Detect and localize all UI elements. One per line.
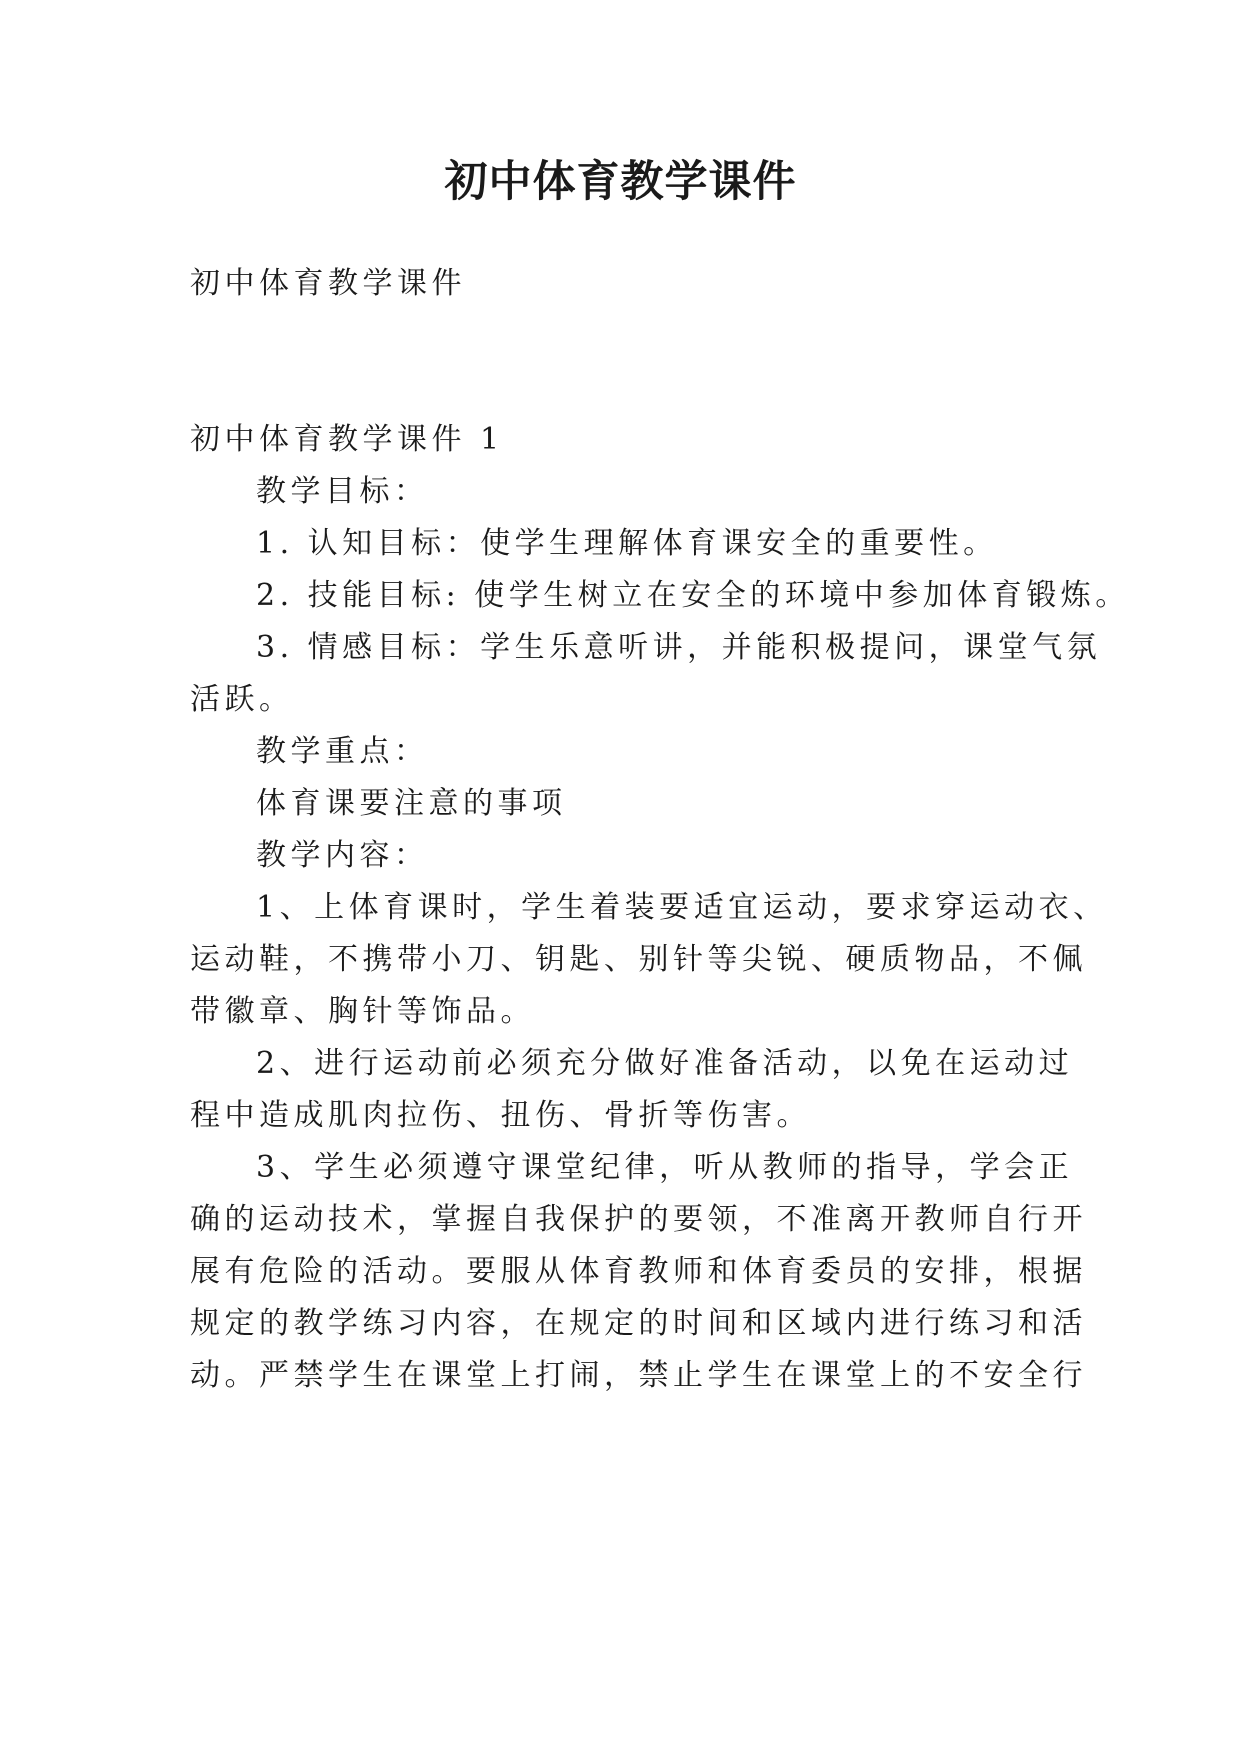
paragraph-line: 教学重点：: [256, 734, 429, 769]
paragraph-line: 规定的教学练习内容，在规定的时间和区域内进行练习和活: [190, 1306, 1087, 1341]
paragraph-line: 带徽章、胸针等饰品。: [190, 994, 535, 1029]
paragraph-line: 3、学生必须遵守课堂纪律，听从教师的指导，学会正: [256, 1150, 1074, 1185]
paragraph-line: 1. 认知目标：使学生理解体育课安全的重要性。: [256, 526, 998, 561]
document-subtitle: 初中体育教学课件: [190, 266, 466, 301]
paragraph-line: 程中造成肌肉拉伤、扭伤、骨折等伤害。: [190, 1098, 811, 1133]
document-title: 初中体育教学课件: [444, 157, 797, 207]
paragraph-line: 教学目标：: [256, 474, 429, 509]
paragraph-line: 确的运动技术，掌握自我保护的要领，不准离开教师自行开: [190, 1202, 1087, 1237]
paragraph-line: 3. 情感目标：学生乐意听讲，并能积极提问，课堂气氛: [256, 630, 1102, 665]
paragraph-line: 运动鞋，不携带小刀、钥匙、别针等尖锐、硬质物品，不佩: [190, 942, 1087, 977]
paragraph-line: 活跃。: [190, 682, 294, 717]
paragraph-line: 教学内容：: [256, 838, 429, 873]
paragraph-line: 体育课要注意的事项: [256, 786, 567, 821]
paragraph-line: 展有危险的活动。要服从体育教师和体育委员的安排，根据: [190, 1254, 1087, 1289]
paragraph-line: 2、进行运动前必须充分做好准备活动，以免在运动过: [256, 1046, 1074, 1081]
paragraph-line: 动。严禁学生在课堂上打闹，禁止学生在课堂上的不安全行: [190, 1358, 1087, 1393]
paragraph-line: 1、上体育课时，学生着装要适宜运动，要求穿运动衣、: [256, 890, 1108, 925]
section-heading: 初中体育教学课件 1: [190, 422, 504, 457]
paragraph-line: 2. 技能目标: 使学生树立在安全的环境中参加体育锻炼。: [256, 578, 1130, 613]
